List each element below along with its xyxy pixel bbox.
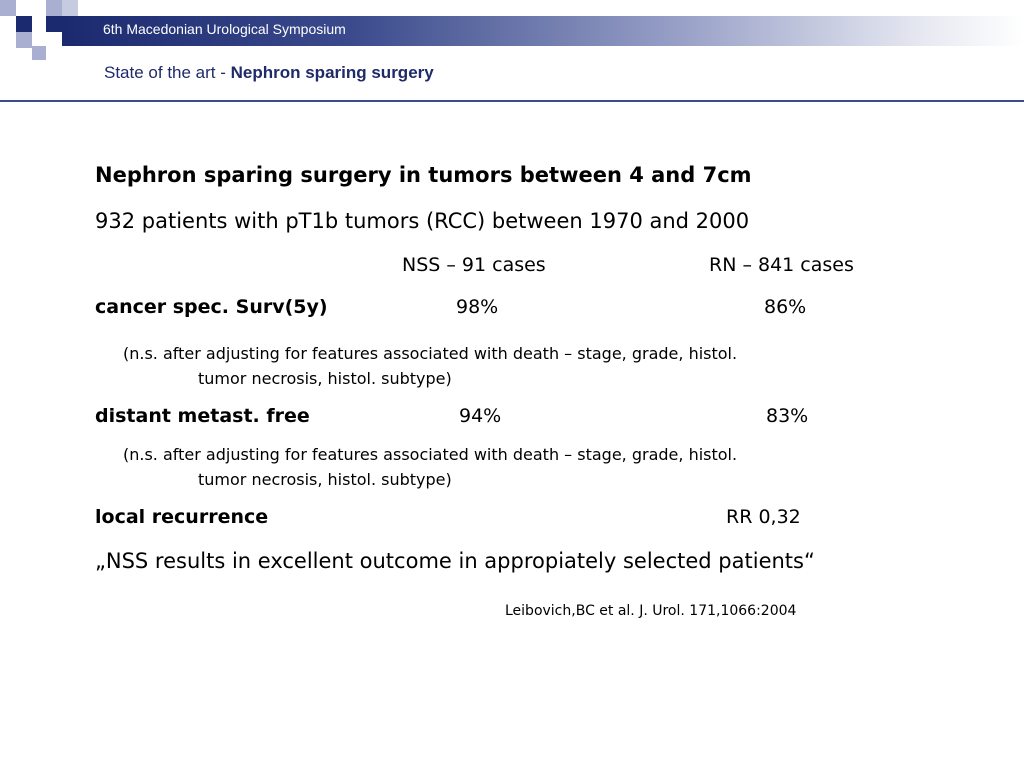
conclusion-quote: „NSS results in excellent outcome in appropiately selected patients“ — [95, 549, 815, 573]
slide-subtitle — [104, 63, 434, 83]
citation: Leibovich,BC et al. J. Urol. 171,1066:2004 — [505, 603, 797, 619]
slide-heading: Nephron sparing surgery in tumors between 4 and 7cm — [95, 163, 752, 187]
cohort-text: 932 patients with pT1b tumors (RCC) between 1970 and 2000 — [95, 209, 750, 233]
logo-square — [16, 16, 32, 32]
header-divider — [0, 100, 1024, 102]
metastasis-note-line1: (n.s. after adjusting for features associated with death – stage, grade, histol. — [123, 445, 738, 464]
logo-square — [62, 0, 78, 16]
logo-square — [16, 32, 32, 48]
row-label-metastasis: distant metast. free — [95, 405, 310, 427]
metastasis-nss-value: 94% — [459, 405, 502, 427]
row-label-recurrence: local recurrence — [95, 506, 269, 528]
subtitle-topic: Nephron sparing surgery — [230, 63, 434, 82]
logo-square — [0, 0, 16, 16]
logo-square — [46, 16, 62, 32]
logo-square — [46, 0, 62, 16]
row-label-survival: cancer spec. Surv(5y) — [95, 296, 328, 318]
survival-nss-value: 98% — [456, 296, 499, 318]
recurrence-rr-value: RR 0,32 — [726, 506, 801, 528]
nss-column-header: NSS – 91 cases — [402, 254, 546, 276]
metastasis-note-line2: tumor necrosis, histol. subtype) — [198, 470, 452, 489]
conference-title: 6th Macedonian Urological Symposium — [103, 21, 346, 37]
metastasis-rn-value: 83% — [766, 405, 809, 427]
subtitle-prefix: State of the art - — [104, 63, 231, 82]
survival-note-line2: tumor necrosis, histol. subtype) — [198, 369, 452, 388]
survival-note-line1: (n.s. after adjusting for features associated with death – stage, grade, histol. — [123, 344, 738, 363]
logo-square — [32, 46, 46, 60]
rn-column-header: RN – 841 cases — [709, 254, 854, 276]
survival-rn-value: 86% — [764, 296, 807, 318]
